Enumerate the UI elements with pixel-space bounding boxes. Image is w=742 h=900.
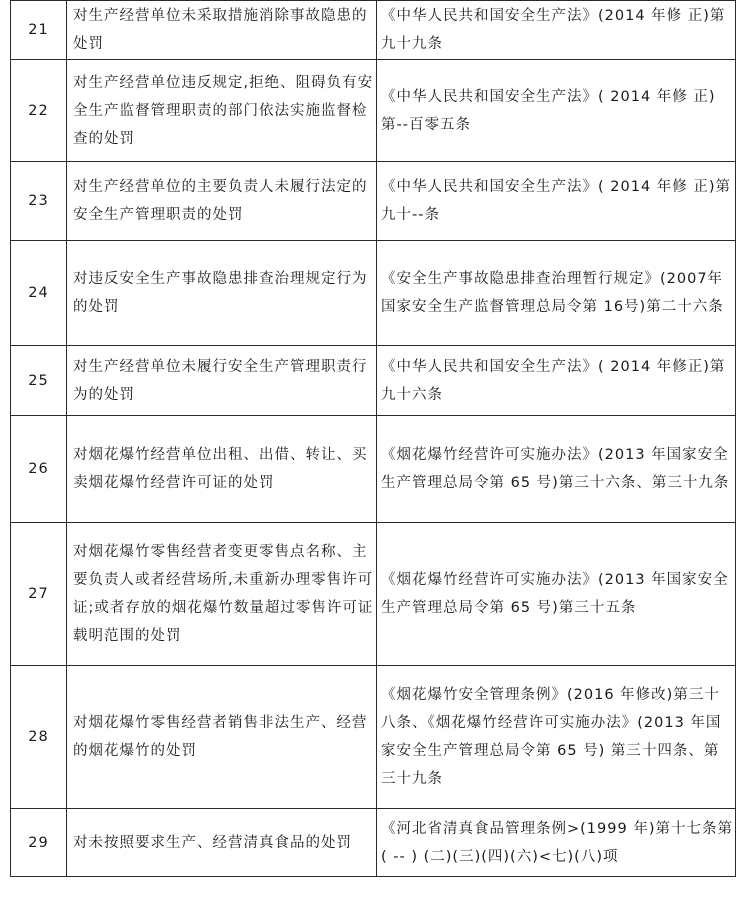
legal-basis: 《中华人民共和国安全生产法》( 2014 年修 正)第九十--条 [377,162,736,241]
row-number: 23 [11,162,67,241]
table-row [11,1,736,60]
row-number: 27 [11,523,67,666]
legal-basis: 《河北省清真食品管理条例>(1999 年)第十七条第 ( -- ) (二)(三)(四)(六)<七)(八)项 [377,809,736,877]
penalty-item: 对生产经营单位的主要负责人未履行法定的安全生产管理职责的处罚 [67,162,377,241]
penalty-item: 对烟花爆竹经营单位出租、出借、转让、买卖烟花爆竹经营许可证的处罚 [67,416,377,523]
row-number: 25 [11,346,67,416]
table-row [11,162,736,241]
table-row [11,346,736,416]
table-row [11,666,736,809]
penalty-item: 对生产经营单位未采取措施消除事故隐患的处罚 [67,1,377,60]
penalty-item: 对烟花爆竹零售经营者销售非法生产、经营 的烟花爆竹的处罚 [67,666,377,809]
legal-basis: 《烟花爆竹安全管理条例》(2016 年修改)第三十八条、《烟花爆竹经营许可实施办法》(2013 年国家安全生产管理总局令第 65 号) 第三十四条、第三十九条 [377,666,736,809]
penalty-item: 对生产经营单位未履行安全生产管理职责行为的处罚 [67,346,377,416]
legal-basis: 《中华人民共和国安全生产法》( 2014 年修正)第九十六条 [377,346,736,416]
penalty-item: 对未按照要求生产、经营清真食品的处罚 [67,809,377,877]
penalty-items-table [10,0,736,877]
penalty-item: 对烟花爆竹零售经营者变更零售点名称、主要负责人或者经营场所,未重新办理零售许可证;或者存放的烟花爆竹数量超过零售许可证载明范围的处罚 [67,523,377,666]
row-number: 29 [11,809,67,877]
table-row [11,416,736,523]
legal-basis: 《中华人民共和国安全生产法》(2014 年修 正)第九十九条 [377,1,736,60]
penalty-item: 对违反安全生产事故隐患排查治理规定行为的处罚 [67,241,377,346]
table-row [11,60,736,162]
table-row [11,241,736,346]
row-number: 28 [11,666,67,809]
legal-basis: 《烟花爆竹经营许可实施办法》(2013 年国家安全生产管理总局令第 65 号)第三十六条、第三十九条 [377,416,736,523]
row-number: 22 [11,60,67,162]
table-row [11,523,736,666]
row-number: 21 [11,1,67,60]
legal-basis: 《中华人民共和国安全生产法》( 2014 年修 正)第--百零五条 [377,60,736,162]
row-number: 24 [11,241,67,346]
table-row [11,809,736,877]
legal-basis: 《安全生产事故隐患排查治理暂行规定》(2007年国家安全生产监督管理总局令第 16号)第二十六条 [377,241,736,346]
row-number: 26 [11,416,67,523]
legal-basis: 《烟花爆竹经营许可实施办法》(2013 年国家安全生产管理总局令第 65 号)第三十五条 [377,523,736,666]
penalty-item: 对生产经营单位违反规定,拒绝、阻碍负有安全生产监督管理职责的部门依法实施监督检查的处罚 [67,60,377,162]
